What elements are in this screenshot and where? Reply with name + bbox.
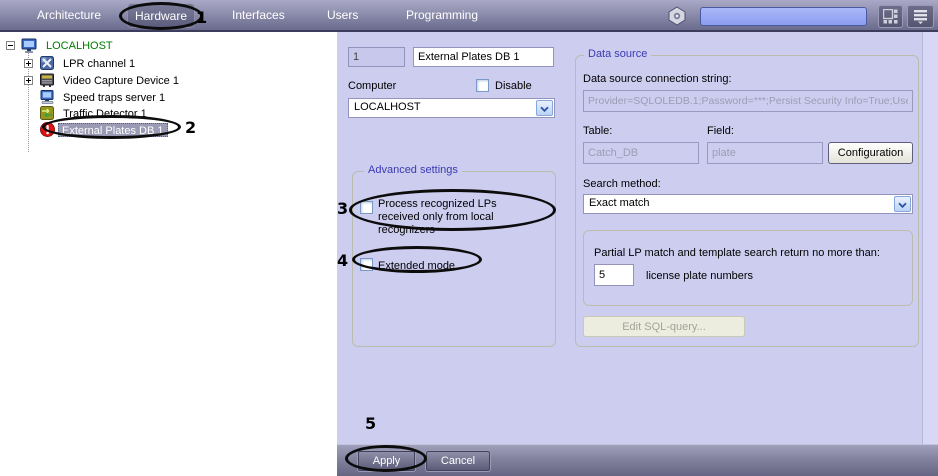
disable-checkbox[interactable] [476, 79, 489, 92]
tree-label-selected[interactable]: External Plates DB 1 [58, 123, 168, 137]
tree-label[interactable]: Video Capture Device 1 [63, 75, 179, 87]
table-label: Table: [583, 125, 613, 137]
list-menu-icon [913, 9, 928, 24]
tree-item-traffic-detector[interactable] [0, 106, 337, 122]
search-method-value: Exact match [589, 197, 650, 209]
tree-item-video-capture[interactable] [0, 73, 337, 89]
menu-architecture[interactable]: Architecture [37, 8, 102, 22]
annotation-number-2: 2 [185, 118, 197, 137]
partial-match-box [583, 230, 913, 306]
connection-string-label: Data source connection string: [583, 73, 732, 85]
menu-users[interactable]: Users [327, 8, 359, 22]
lpr-channel-icon [40, 56, 54, 70]
panel-right-strip [922, 32, 938, 444]
computer-select-value: LOCALHOST [354, 101, 421, 113]
menu-interfaces[interactable]: Interfaces [232, 8, 285, 22]
monitor-icon [21, 38, 37, 53]
extended-mode-label: Extended mode [378, 260, 456, 272]
layout-button[interactable] [878, 5, 903, 28]
annotation-number-5: 5 [365, 414, 377, 433]
apply-button[interactable]: Apply [358, 451, 415, 471]
field-field [707, 142, 823, 164]
name-field[interactable] [413, 47, 554, 67]
menu-programming[interactable]: Programming [406, 8, 479, 22]
gear-icon[interactable] [666, 6, 688, 26]
tree-label[interactable]: LPR channel 1 [63, 58, 136, 70]
table-field [583, 142, 699, 164]
panel-menu-button[interactable] [907, 5, 934, 28]
search-method-select[interactable] [583, 194, 913, 214]
alert-icon [40, 122, 55, 137]
tree-item-external-plates-db[interactable] [0, 122, 337, 138]
partial-match-count-field[interactable] [594, 264, 634, 286]
connection-string-field [583, 90, 913, 112]
local-recognizers-label: Process recognized LPs received only from local recognizers [378, 198, 497, 236]
search-input[interactable] [700, 7, 867, 26]
device-tree [0, 32, 337, 476]
cancel-button[interactable]: Cancel [426, 451, 490, 471]
footer-bar [337, 444, 938, 476]
local-recognizers-checkbox[interactable] [360, 201, 373, 214]
extended-mode-checkbox[interactable] [360, 258, 373, 271]
tree-item-speed-traps[interactable] [0, 90, 337, 106]
server-icon [40, 90, 55, 104]
expand-icon[interactable] [24, 76, 33, 85]
chevron-down-icon[interactable] [536, 100, 553, 116]
computer-select[interactable] [348, 98, 555, 118]
search-method-label: Search method: [583, 178, 661, 190]
annotation-number-1: 1 [196, 8, 208, 27]
tree-item-lpr-channel[interactable] [0, 56, 337, 72]
field-label: Field: [707, 125, 734, 137]
expand-icon[interactable] [24, 59, 33, 68]
traffic-detector-icon [40, 106, 54, 120]
partial-match-label: Partial LP match and template search return no more than: [594, 247, 880, 259]
tree-label[interactable]: Speed traps server 1 [63, 92, 166, 104]
collapse-icon[interactable] [6, 41, 15, 50]
settings-panel [337, 32, 938, 444]
edit-sql-query-button: Edit SQL-query... [583, 316, 745, 337]
advanced-settings-title: Advanced settings [364, 164, 462, 176]
computer-label: Computer [348, 80, 397, 92]
video-capture-icon [40, 73, 54, 87]
partial-match-suffix-label: license plate numbers [646, 270, 754, 282]
data-source-title: Data source [584, 48, 651, 60]
id-field [348, 47, 405, 67]
chevron-down-icon[interactable] [894, 196, 911, 212]
annotation-number-3: 3 [337, 199, 349, 218]
tree-label[interactable]: LOCALHOST [46, 40, 113, 52]
disable-label: Disable [495, 80, 532, 92]
configuration-button[interactable]: Configuration [828, 142, 913, 164]
top-menu-bar [0, 0, 938, 32]
menu-hardware[interactable]: Hardware [127, 3, 195, 28]
annotation-number-4: 4 [337, 251, 349, 270]
layout-grid-icon [883, 9, 898, 24]
tree-label[interactable]: Traffic Detector 1 [63, 108, 147, 120]
tree-item-localhost[interactable] [0, 38, 337, 54]
